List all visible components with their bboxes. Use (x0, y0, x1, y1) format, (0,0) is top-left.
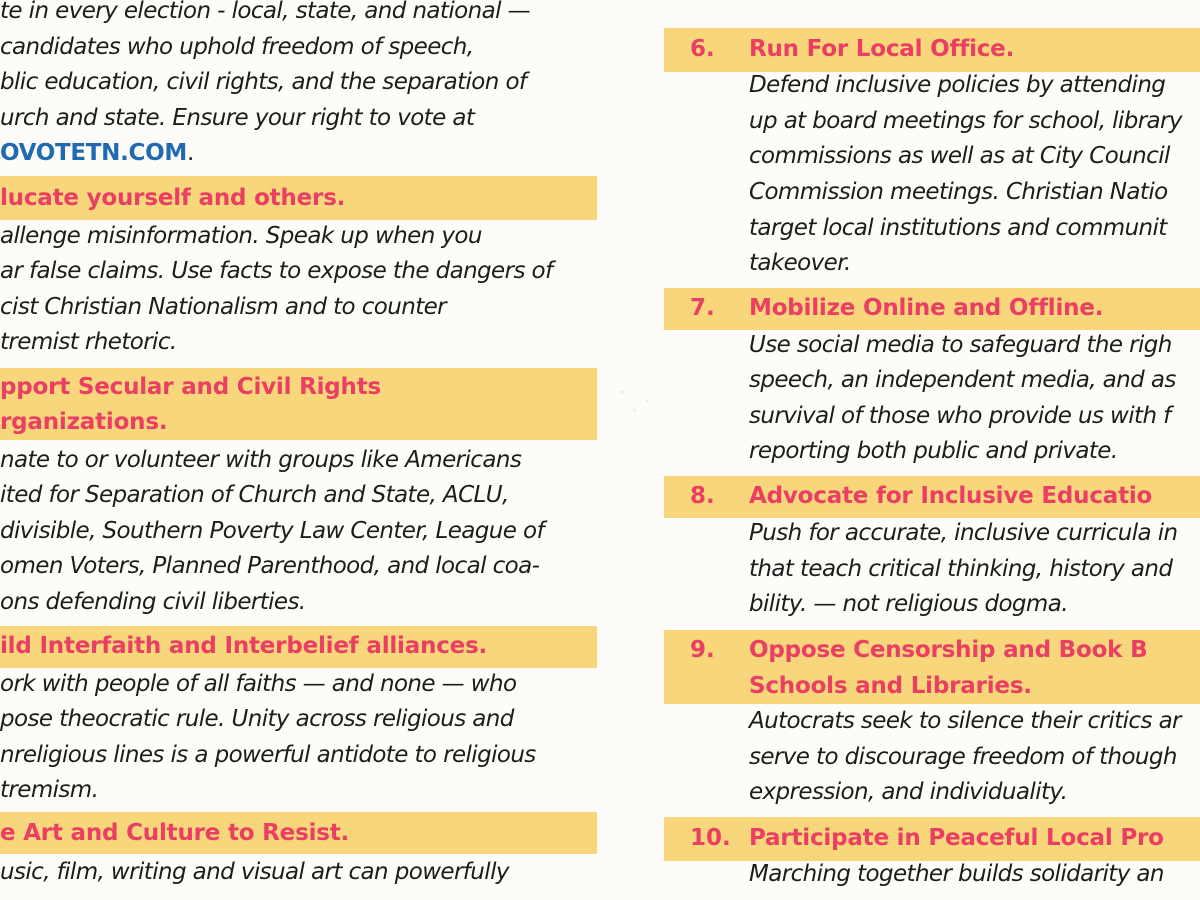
body-line: te in every election - local, state, and national — (0, 0, 530, 24)
body-line: Use social media to safeguard the righ (749, 332, 1172, 358)
body-line: nreligious lines is a powerful antidote to religious (0, 742, 536, 768)
item-number: 8. (690, 483, 715, 509)
item-number: 10. (690, 825, 731, 851)
item-number: 6. (690, 36, 715, 62)
body-line: Autocrats seek to silence their critics ar (749, 708, 1181, 734)
body-line: urch and state. Ensure your right to vote at (0, 105, 475, 131)
voter-link-line (0, 135, 194, 171)
item-heading: Schools and Libraries. (749, 673, 1032, 699)
item-heading: pport Secular and Civil Rights (0, 374, 382, 400)
item-heading: e Art and Culture to Resist. (0, 820, 350, 846)
body-line: ar false claims. Use facts to expose the dangers of (0, 258, 553, 284)
item-heading: rganizations. (0, 409, 168, 435)
item-heading: lucate yourself and others. (0, 185, 346, 211)
item-heading: Advocate for Inclusive Educatio (749, 483, 1153, 509)
body-line: target local institutions and communit (749, 215, 1167, 241)
body-line: ork with people of all faiths — and none — who (0, 671, 517, 697)
body-line: bility. — not religious dogma. (749, 591, 1068, 617)
body-line: speech, an independent media, and as (749, 367, 1176, 393)
item-number: 9. (690, 637, 715, 663)
item-heading: ild Interfaith and Interbelief alliances. (0, 633, 488, 659)
body-line: serve to discourage freedom of though (749, 744, 1177, 770)
voter-registration-link[interactable]: OVOTETN.COM (0, 140, 187, 166)
body-line: candidates who uphold freedom of speech, (0, 34, 474, 60)
body-line: Commission meetings. Christian Natio (749, 179, 1168, 205)
body-line: Marching together builds solidarity an (749, 861, 1164, 887)
item-heading: Mobilize Online and Offline. (749, 295, 1104, 321)
body-line: ited for Separation of Church and State, ACLU, (0, 482, 509, 508)
item-number: 7. (690, 295, 715, 321)
right-column (610, 0, 1200, 900)
body-line: Defend inclusive policies by attending (749, 72, 1166, 98)
body-line: survival of those who provide us with f (749, 403, 1171, 429)
body-line: ons defending civil liberties. (0, 589, 306, 615)
body-line: that teach critical thinking, history and (749, 556, 1173, 582)
body-line: commissions as well as at City Council (749, 143, 1170, 169)
body-line: pose theocratic rule. Unity across religious and (0, 706, 514, 732)
item-heading: Run For Local Office. (749, 36, 1015, 62)
body-line: cist Christian Nationalism and to counter (0, 294, 447, 320)
body-line: tremism. (0, 777, 99, 803)
scan-speckle (610, 378, 672, 424)
body-line: allenge misinformation. Speak up when you (0, 223, 482, 249)
body-line: tremist rhetoric. (0, 329, 177, 355)
body-line: up at board meetings for school, library (749, 108, 1182, 134)
body-line: omen Voters, Planned Parenthood, and local coa- (0, 553, 540, 579)
body-line: nate to or volunteer with groups like Americans (0, 447, 522, 473)
body-line: expression, and individuality. (749, 779, 1068, 805)
body-line: divisible, Southern Poverty Law Center, League of (0, 518, 544, 544)
item-heading: Participate in Peaceful Local Pro (749, 825, 1164, 851)
item-heading: Oppose Censorship and Book B (749, 637, 1148, 663)
body-line: reporting both public and private. (749, 438, 1118, 464)
body-line: usic, film, writing and visual art can powerfully (0, 859, 509, 885)
body-line: takeover. (749, 250, 851, 276)
body-line: blic education, civil rights, and the separation of (0, 69, 527, 95)
body-line: Push for accurate, inclusive curricula in (749, 520, 1178, 546)
link-period: . (186, 140, 194, 166)
